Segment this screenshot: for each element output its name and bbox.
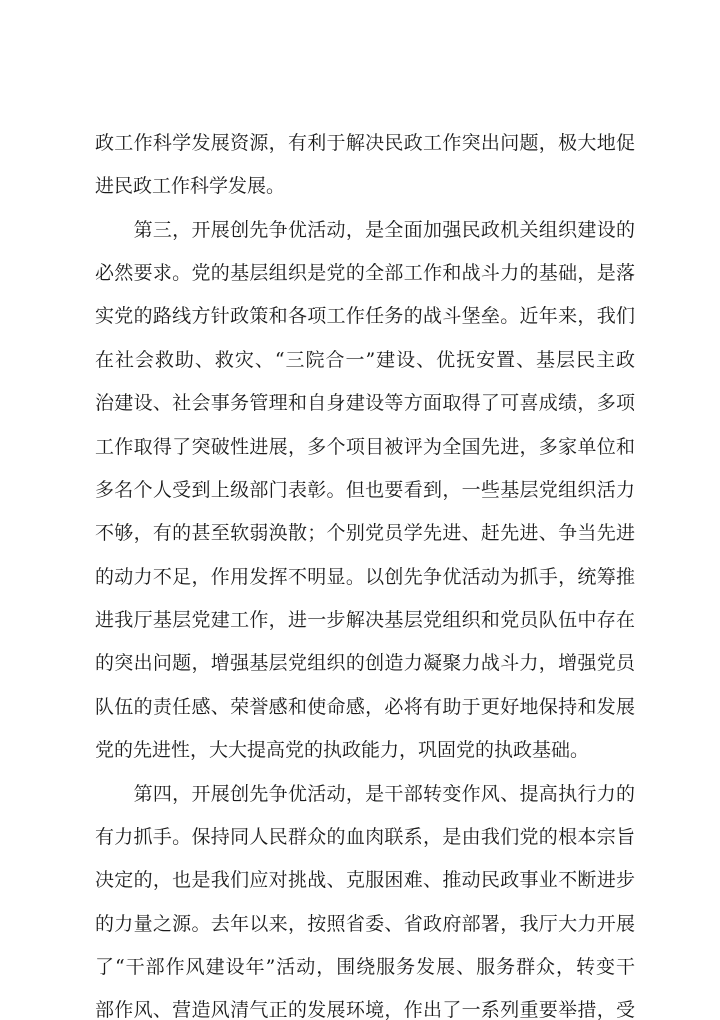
paragraph-line: 必然要求。党的基层组织是党的全部工作和战斗力的基础，是落 <box>95 263 635 283</box>
paragraph-line: 进我厅基层党建工作，进一步解决基层党组织和党员队伍中存在 <box>95 610 635 630</box>
paragraph-line: 决定的，也是我们应对挑战、克服困难、推动民政事业不断进步 <box>95 870 635 890</box>
paragraph-line: 第四，开展创先争优活动，是干部转变作风、提高执行力的 <box>95 784 635 804</box>
paragraph-line: 队伍的责任感、荣誉感和使命感，必将有助于更好地保持和发展 <box>95 697 635 717</box>
paragraph-line: 的力量之源。去年以来，按照省委、省政府部署，我厅大力开展 <box>95 914 635 934</box>
paragraph-line: 进民政工作科学发展。 <box>95 176 286 196</box>
paragraph-line: 不够，有的甚至软弱涣散；个别党员学先进、赶先进、争当先进 <box>95 523 635 543</box>
paragraph-line: 治建设、社会事务管理和自身建设等方面取得了可喜成绩，多项 <box>95 393 635 413</box>
paragraph-line: 党的先进性，大大提高党的执政能力，巩固党的执政基础。 <box>95 740 590 760</box>
paragraph-line: 政工作科学发展资源，有利于解决民政工作突出问题，极大地促 <box>95 133 635 153</box>
paragraph-line: 在社会救助、救灾、“三院合一”建设、优抚安置、基层民主政 <box>95 350 635 370</box>
paragraph-line: 部作风、营造风清气正的发展环境，作出了一系列重要举措，受 <box>95 1000 635 1020</box>
paragraph-line: 有力抓手。保持同人民群众的血肉联系，是由我们党的根本宗旨 <box>95 827 635 847</box>
paragraph-line: 第三，开展创先争优活动，是全面加强民政机关组织建设的 <box>95 220 635 240</box>
paragraph-line: 了“干部作风建设年”活动，围绕服务发展、服务群众，转变干 <box>95 957 635 977</box>
paragraph-line: 的动力不足，作用发挥不明显。以创先争优活动为抓手，统筹推 <box>95 567 635 587</box>
paragraph-line: 多名个人受到上级部门表彰。但也要看到，一些基层党组织活力 <box>95 480 635 500</box>
paragraph-line: 实党的路线方针政策和各项工作任务的战斗堡垒。近年来，我们 <box>95 306 635 326</box>
paragraph-line: 的突出问题，增强基层党组织的创造力凝聚力战斗力，增强党员 <box>95 653 635 673</box>
paragraph-line: 工作取得了突破性进展，多个项目被评为全国先进，多家单位和 <box>95 437 635 457</box>
